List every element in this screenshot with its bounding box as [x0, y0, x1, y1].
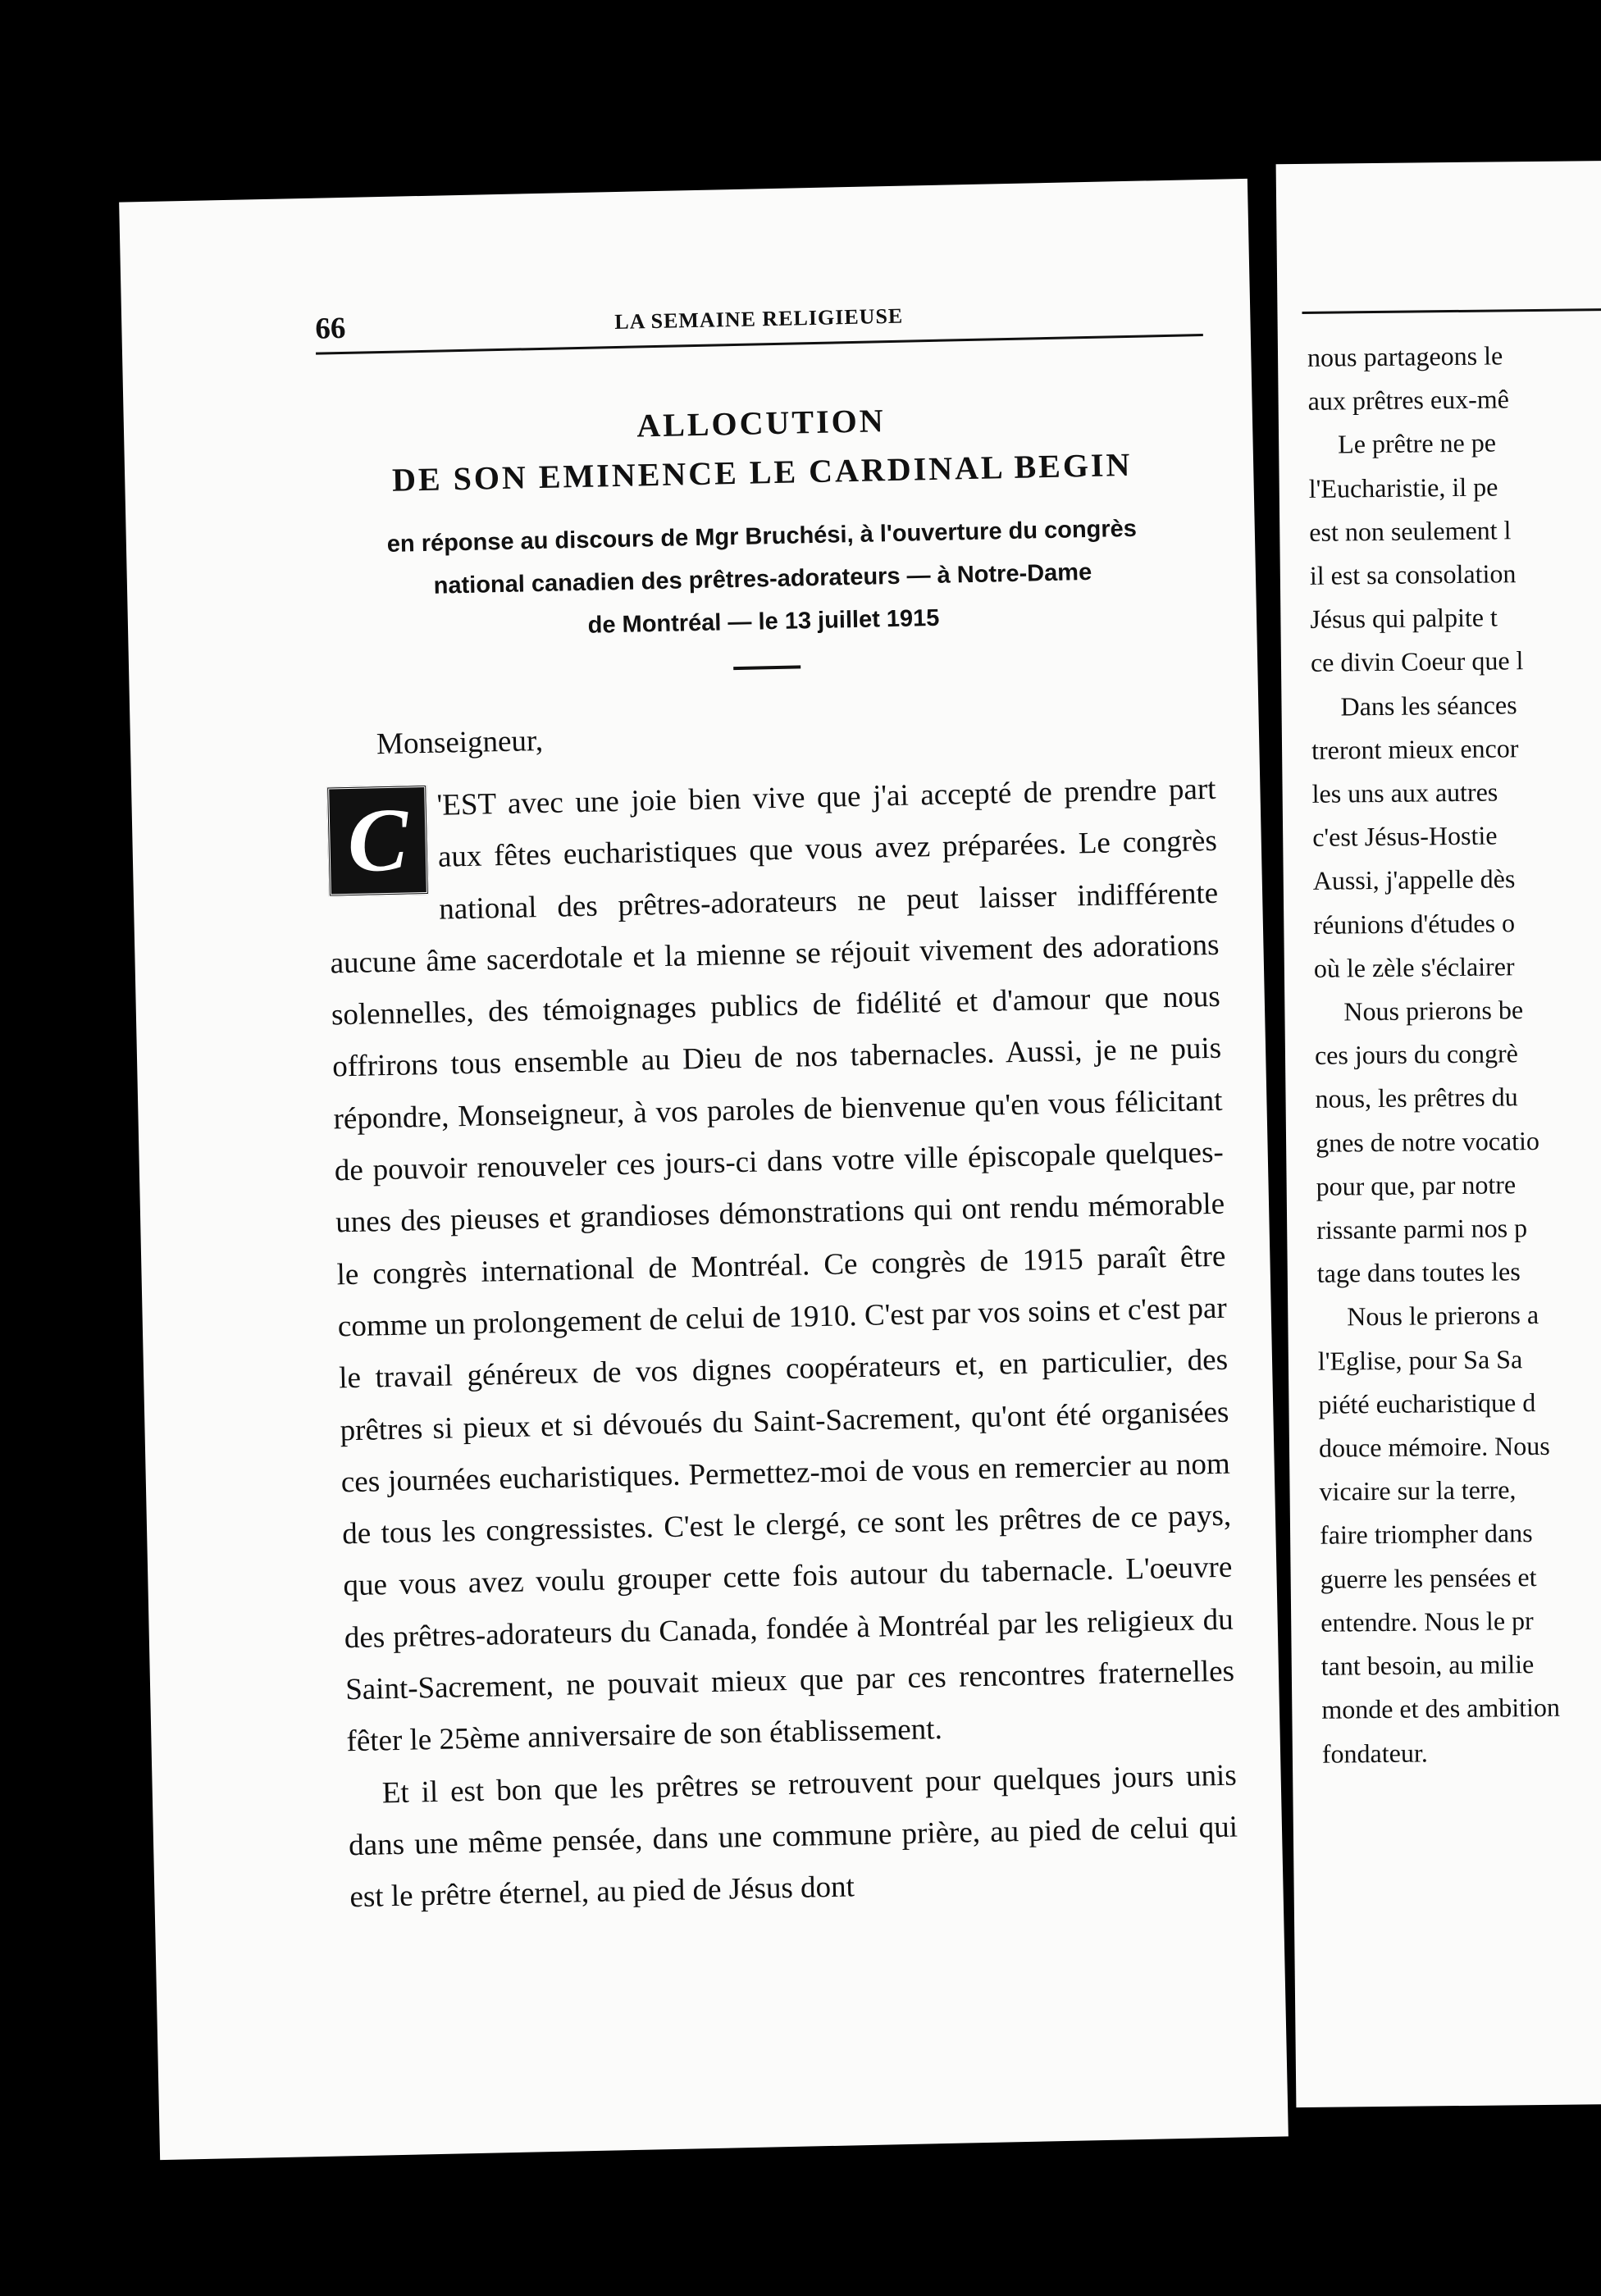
text-line: nous partageons le	[1307, 340, 1503, 372]
text-line: c'est Jésus-Hostie	[1312, 820, 1498, 853]
page-number: 66	[315, 311, 346, 346]
text-line: treront mieux encor	[1311, 733, 1519, 765]
separator-rule	[733, 665, 800, 670]
text-line: nous, les prêtres du	[1315, 1082, 1518, 1114]
text-line: tant besoin, au milie	[1320, 1649, 1535, 1681]
text-line: est non seulement l	[1309, 515, 1512, 547]
right-page	[1276, 161, 1601, 2107]
article-title: ALLOCUTION	[636, 402, 887, 444]
paragraph-1: 'EST avec une joie bien vive que j'ai accepté de prendre part aux fêtes eucharistiques que vous avez préparées. Le congrès national des prêtres-adorateurs ne peut laisser indifférente aucune âme sacerdotale et la mienne se réjouit vivement des adorations solennelles, des témoignages publics de fidélité et d'amour que nous offrirons tous ensemble au Dieu de nos tabernacles. Aussi, je ne puis répondre, Monseigneur, à vos paroles de bienvenue qu'en vous félicitant de pouvoir renouveler ces jours-ci dans votre ville épiscopale quelques-unes des pieuses et grandioses démonstrations qui ont rendu mémorable le congrès international de Montréal. Ce congrès de 1915 paraît être comme un prolongement de celui de 1910. C'est par vos soins et c'est par le travail généreux de vos dignes coopérateurs et, en particulier, des prêtres si pieux et si dévoués du Saint-Sacrement, qu'ont été organisées ces journées eucharistiques. Permettez-moi de vous en remercier au nom de tous les congressistes. C'est le clergé, ce sont les prêtres de ce pays, que vous avez voulu grouper cette fois autour du tabernacle. L'oeuvre des prêtres-adorateurs du Canada, fondée à Montréal par les religieux du Saint-Sacrement, ne pouvait mieux que par ces rencontres fraternelles fêter le 25ème anniversaire de son établissement.	[330, 772, 1235, 1759]
left-page	[119, 179, 1289, 2160]
text-line: Aussi, j'appelle dès	[1312, 863, 1516, 896]
text-line: faire triompher dans	[1319, 1518, 1533, 1551]
paragraph-2: Et il est bon que les prêtres se retrouvent pour quelques jours unis dans une même pensée, dans une commune prière, au pied de celui qui est le prêtre éternel, au pied de Jésus dont	[348, 1758, 1238, 1915]
text-line: ces jours du congrè	[1314, 1038, 1519, 1071]
text-line: où le zèle s'éclairer	[1313, 951, 1515, 983]
salutation: Monseigneur,	[376, 723, 544, 762]
text-line: piété eucharistique d	[1318, 1387, 1536, 1419]
text-line: réunions d'études o	[1313, 907, 1516, 940]
text-line: l'Eucharistie, il pe	[1308, 472, 1498, 503]
text-line: entendre. Nous le pr	[1320, 1605, 1534, 1638]
text-line: Jésus qui palpite t	[1310, 602, 1498, 635]
running-head: LA SEMAINE RELIGIEUSE	[614, 303, 904, 335]
text-line: Nous prierons be	[1343, 995, 1524, 1027]
text-line: vicaire sur la terre,	[1319, 1474, 1517, 1507]
text-line: aux prêtres eux-mê	[1307, 384, 1510, 417]
text-line: douce mémoire. Nous	[1318, 1430, 1550, 1463]
subtitle-line-1: en réponse au discours de Mgr Bruchési, à l'ouverture du congrès	[386, 515, 1138, 558]
right-header-rule	[1302, 308, 1601, 314]
text-line: rissante parmi nos p	[1316, 1213, 1528, 1245]
article-body	[326, 763, 1239, 1924]
text-line: fondateur.	[1321, 1737, 1428, 1769]
subtitle-line-3: de Montréal — le 13 juillet 1915	[587, 604, 940, 639]
text-line: monde et des ambition	[1321, 1692, 1561, 1725]
text-line: Dans les séances	[1340, 689, 1517, 722]
text-line: l'Eglise, pour Sa Sa	[1317, 1343, 1523, 1376]
right-page-text	[1307, 334, 1561, 1776]
text-line: ce divin Coeur que l	[1310, 645, 1524, 678]
text-line: les uns aux autres	[1311, 777, 1498, 809]
subtitle-line-2: national canadien des prêtres-adorateurs — à Notre-Dame	[433, 558, 1092, 599]
text-line: Le prêtre ne pe	[1337, 427, 1497, 459]
text-line: tage dans toutes les	[1316, 1256, 1521, 1289]
article-title-line2: DE SON EMINENCE LE CARDINAL BEGIN	[391, 445, 1133, 499]
text-line: pour que, par notre	[1316, 1169, 1517, 1201]
text-line: il est sa consolation	[1309, 558, 1517, 590]
drop-cap: C	[326, 785, 429, 897]
text-line: gnes de notre vocatio	[1315, 1125, 1540, 1158]
text-line: guerre les pensées et	[1320, 1561, 1537, 1594]
text-line: Nous le prierons a	[1347, 1300, 1539, 1332]
